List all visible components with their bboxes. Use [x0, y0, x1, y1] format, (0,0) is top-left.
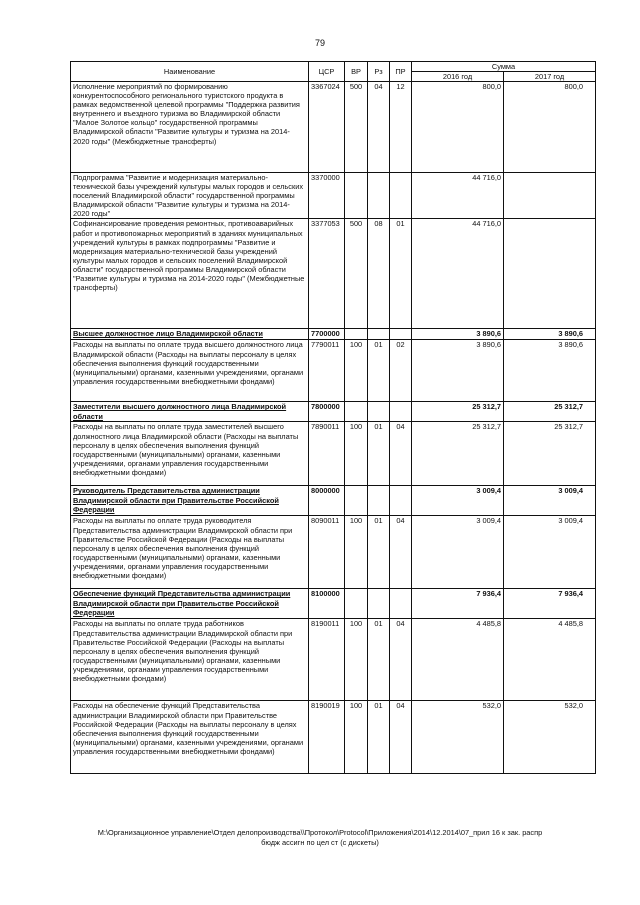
- row-sum-2016: 3 890,6: [412, 329, 504, 340]
- row-pr: 12: [390, 82, 412, 173]
- table-row: [71, 619, 596, 701]
- row-sum-2016: 7 936,4: [412, 589, 504, 619]
- row-vr: 100: [345, 422, 368, 486]
- row-pr: [390, 402, 412, 422]
- row-sum-2016: 4 485,8: [412, 619, 504, 701]
- row-name: Расходы на выплаты по оплате труда высшего должностного лица Владимирской области (Расходы на выплаты персоналу в целях обеспечения выполнения функций государственными (муниципальными) органами, казенными учреждениями, органами управления государственными внебюджетными фондами): [71, 340, 309, 402]
- row-rz: 01: [368, 516, 390, 589]
- row-pr: 04: [390, 422, 412, 486]
- row-csr: 8190019: [309, 701, 345, 774]
- row-sum-2017: 4 485,8: [504, 619, 596, 701]
- row-sum-2016: 3 009,4: [412, 516, 504, 589]
- row-name: Расходы на выплаты по оплате труда работников Представительства администрации Владимирской области при Правительстве Российской Федерации (Расходы на выплаты персоналу в целях обеспечения выполнения функций государственными (муниципальными) органами, казенными учреждениями, органами управления государственными внебюджетными фондами): [71, 619, 309, 701]
- row-csr: 8190011: [309, 619, 345, 701]
- row-vr: 100: [345, 619, 368, 701]
- row-rz: [368, 173, 390, 219]
- row-csr: 7890011: [309, 422, 345, 486]
- header-rz: Рз: [368, 62, 390, 82]
- row-vr: 100: [345, 340, 368, 402]
- row-sum-2016: 532,0: [412, 701, 504, 774]
- header-vr: ВР: [345, 62, 368, 82]
- row-sum-2016: 25 312,7: [412, 402, 504, 422]
- row-name: Обеспечение функций Представительства администрации Владимирской области при Правительстве Российской Федерации: [71, 589, 309, 619]
- header-2017: 2017 год: [504, 72, 596, 82]
- row-pr: [390, 486, 412, 516]
- row-pr: 04: [390, 516, 412, 589]
- row-vr: 100: [345, 516, 368, 589]
- row-sum-2017: 3 890,6: [504, 329, 596, 340]
- row-csr: 7700000: [309, 329, 345, 340]
- row-name: Руководитель Представительства администрации Владимирской области при Правительстве Российской Федерации: [71, 486, 309, 516]
- row-name: Исполнение мероприятий по формированию конкурентоспособного регионального туристского продукта в рамках ведомственной целевой программы "Поддержка развития внутреннего и въездного туризма во Владимирской области "Малое Золотое кольцо" государственной программы Владимирской области "Развитие культуры и туризма на 2014-2020 годы" (Межбюджетные трансферты): [71, 82, 309, 173]
- table-row: [71, 486, 596, 516]
- row-pr: [390, 329, 412, 340]
- row-pr: [390, 173, 412, 219]
- row-name: Расходы на обеспечение функций Представительства администрации Владимирской области при Правительстве Российской Федерации (Расходы на выплаты персоналу в целях обеспечения выполнения функций государственными (муниципальными) органами, казенными учреждениями, органами управления государственными внебюджетными фондами): [71, 701, 309, 774]
- row-sum-2016: 44 716,0: [412, 173, 504, 219]
- table-row: [71, 589, 596, 619]
- row-vr: [345, 402, 368, 422]
- row-vr: 500: [345, 82, 368, 173]
- row-sum-2017: 3 009,4: [504, 516, 596, 589]
- row-pr: 04: [390, 701, 412, 774]
- row-sum-2017: 7 936,4: [504, 589, 596, 619]
- page-number: 79: [314, 38, 325, 48]
- header-pr: ПР: [390, 62, 412, 82]
- row-pr: 01: [390, 219, 412, 329]
- row-rz: 01: [368, 422, 390, 486]
- row-rz: 01: [368, 340, 390, 402]
- row-csr: 8090011: [309, 516, 345, 589]
- row-rz: [368, 402, 390, 422]
- row-name: Высшее должностное лицо Владимирской области: [71, 329, 309, 340]
- row-vr: [345, 589, 368, 619]
- row-sum-2017: 3 890,6: [504, 340, 596, 402]
- row-name: Расходы на выплаты по оплате труда заместителей высшего должностного лица Владимирской области (Расходы на выплаты персоналу в целях обеспечения выполнения функций государственными (муниципальными) органами, казенными учреждениями, органами управления государственными внебюджетными фондами): [71, 422, 309, 486]
- table-row: [71, 340, 596, 402]
- row-rz: 01: [368, 701, 390, 774]
- row-sum-2017: 25 312,7: [504, 402, 596, 422]
- row-sum-2017: [504, 173, 596, 219]
- row-sum-2016: 44 716,0: [412, 219, 504, 329]
- row-name: Заместители высшего должностного лица Владимирской области: [71, 402, 309, 422]
- row-name: Софинансирование проведения ремонтных, противоаварийных работ и противопожарных мероприятий в зданиях муниципальных учреждений культуры в рамках подпрограммы "Развитие и модернизация материально-технической базы учреждений культуры малых городов и сельских поселений Владимирской области" государственной программы Владимирской области "Развитие культуры и туризма на 2014-2020 годы" (Межбюджетные трансферты): [71, 219, 309, 329]
- row-csr: 3367024: [309, 82, 345, 173]
- row-sum-2016: 3 009,4: [412, 486, 504, 516]
- table-body: [71, 82, 596, 774]
- row-vr: 100: [345, 701, 368, 774]
- table-row: [71, 516, 596, 589]
- row-csr: 3377053: [309, 219, 345, 329]
- header-name: Наименование: [71, 62, 309, 82]
- table-row: [71, 422, 596, 486]
- footer-line-1: М:\Организационное управление\Отдел делопроизводства\\Протокол\Protocol\Приложения\2014\12.2014\07_прил 16 к зак. распр: [97, 828, 543, 837]
- row-sum-2017: 3 009,4: [504, 486, 596, 516]
- row-pr: 04: [390, 619, 412, 701]
- row-rz: [368, 486, 390, 516]
- row-rz: 04: [368, 82, 390, 173]
- table-row: [71, 402, 596, 422]
- row-csr: 8000000: [309, 486, 345, 516]
- row-rz: [368, 589, 390, 619]
- row-name: Подпрограмма "Развитие и модернизация материально-технической базы учреждений культуры малых городов и сельских поселений Владимирской области" государственной программы Владимирской области "Развитие культуры и туризма на 2014-2020 годы": [71, 173, 309, 219]
- row-pr: 02: [390, 340, 412, 402]
- header-sum: Сумма: [412, 62, 596, 72]
- row-vr: [345, 486, 368, 516]
- row-csr: 7800000: [309, 402, 345, 422]
- budget-table: [70, 61, 596, 774]
- row-sum-2017: 25 312,7: [504, 422, 596, 486]
- row-name: Расходы на выплаты по оплате труда руководителя Представительства администрации Владимирской области при Правительстве Российской Федерации (Расходы на выплаты персоналу в целях обеспечения выполнения функций государственными (муниципальными) органами, казенными учреждениями, органами управления государственными внебюджетными фондами): [71, 516, 309, 589]
- row-csr: 7790011: [309, 340, 345, 402]
- header-csr: ЦСР: [309, 62, 345, 82]
- row-csr: 3370000: [309, 173, 345, 219]
- table-row: [71, 173, 596, 219]
- row-vr: 500: [345, 219, 368, 329]
- row-vr: [345, 329, 368, 340]
- row-rz: 01: [368, 619, 390, 701]
- table-row: [71, 219, 596, 329]
- row-pr: [390, 589, 412, 619]
- table-row: [71, 701, 596, 774]
- row-sum-2016: 25 312,7: [412, 422, 504, 486]
- header-2016: 2016 год: [412, 72, 504, 82]
- row-vr: [345, 173, 368, 219]
- row-sum-2017: [504, 219, 596, 329]
- row-sum-2017: 532,0: [504, 701, 596, 774]
- row-rz: 08: [368, 219, 390, 329]
- table-row: [71, 329, 596, 340]
- footer-line-2: бюдж ассигн по цел ст (с дискеты): [261, 838, 379, 847]
- footer-path: [60, 828, 580, 848]
- row-sum-2017: 800,0: [504, 82, 596, 173]
- row-csr: 8100000: [309, 589, 345, 619]
- row-rz: [368, 329, 390, 340]
- row-sum-2016: 3 890,6: [412, 340, 504, 402]
- row-sum-2016: 800,0: [412, 82, 504, 173]
- table-row: [71, 82, 596, 173]
